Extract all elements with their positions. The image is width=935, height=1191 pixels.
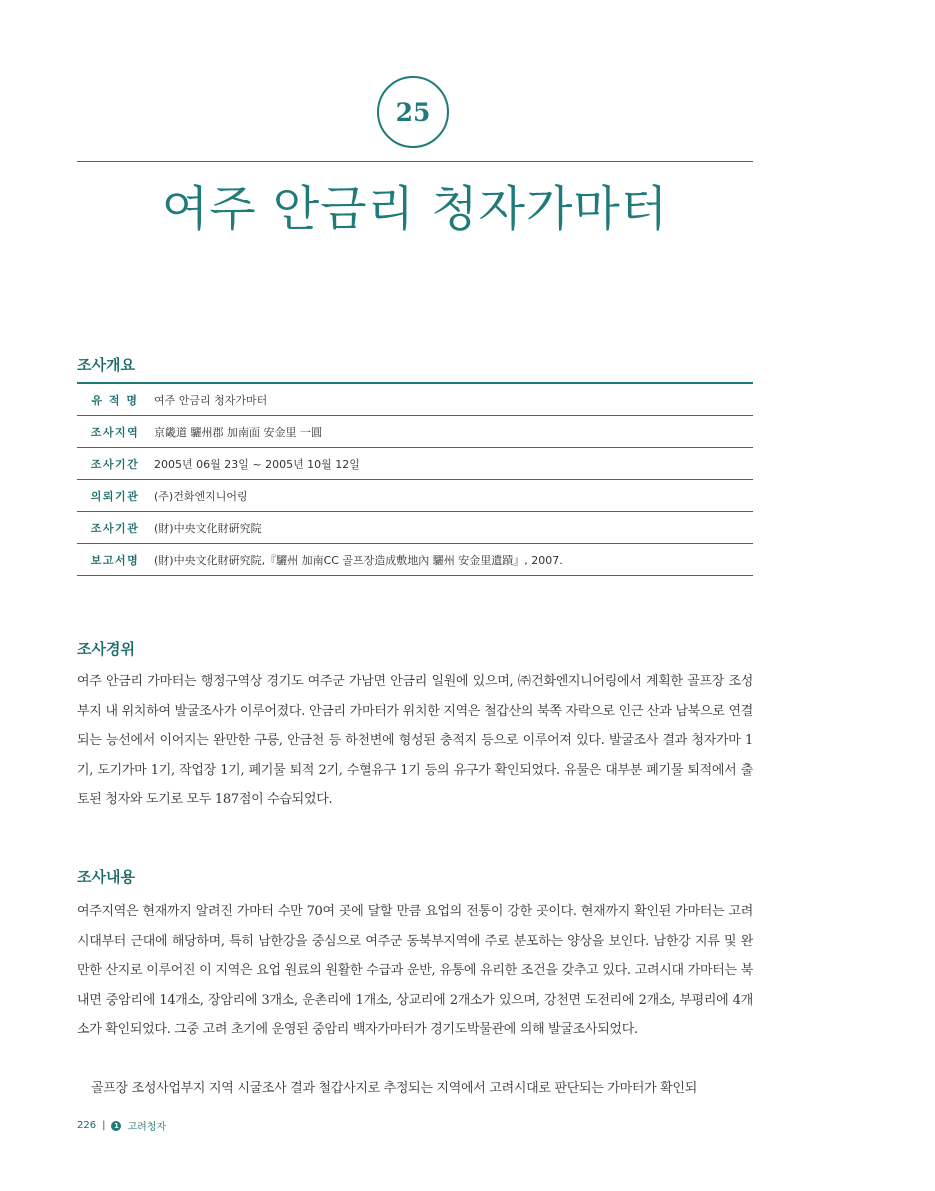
overview-label: 조사지역 [77, 416, 153, 448]
overview-heading: 조사개요 [77, 356, 135, 374]
content-paragraph-1: 여주지역은 현재까지 알려진 가마터 수만 70여 곳에 달할 만큼 요업의 전통이 강한 곳이다. 현재까지 확인된 가마터는 고려시대부터 근대에 해당하며, 특히 남한강을 중심으로 여주군 동북부지역에 주로 분포하는 양상을 보인다. 남한강 지류 및 완만한 산지로 이루어진 이 지역은 요업 원료의 원활한 수급과 운반, 유통에 유리한 조건을 갖추고 있다. 고려시대 가마터는 북내면 중암리에 14개소, 장암리에 3개소, 운촌리에 1개소, 상교리에 2개소가 있으며, 강천면 도전리에 2개소, 부평리에 4개소가 확인되었다. 그중 고려 초기에 운영된 중암리 백자가마터가 경기도박물관에 의해 발굴조사되었다. [77, 904, 753, 1037]
page-number: 226 [77, 1120, 97, 1131]
overview-label: 조사기관 [77, 512, 153, 544]
content-heading: 조사내용 [77, 868, 135, 886]
overview-label: 조사기간 [77, 448, 153, 480]
overview-value: (財)中央文化財硏究院 [153, 512, 753, 544]
overview-value: (財)中央文化財硏究院,『驪州 加南CC 골프장造成敷地內 驪州 安金里遺蹟』, 2007. [153, 544, 753, 576]
page-footer [77, 1118, 166, 1133]
overview-label: 유 적 명 [77, 383, 153, 416]
background-paragraph: 여주 안금리 가마터는 행정구역상 경기도 여주군 가남면 안금리 일원에 있으며, ㈜건화엔지니어링에서 계획한 골프장 조성부지 내 위치하여 발굴조사가 이루어졌다. 안금리 가마터가 위치한 지역은 철갑산의 북쪽 자락으로 인근 산과 남북으로 연결되는 능선에서 이어지는 완만한 구릉, 안금천 등 하천변에 형성된 충적지 등으로 이루어져 있다. 발굴조사 결과 청자가마 1기, 도기가마 1기, 작업장 1기, 폐기물 퇴적 2기, 수혈유구 1기 등의 유구가 확인되었다. 유물은 대부분 폐기물 퇴적에서 출토된 청자와 도기로 모두 187점이 수습되었다. [77, 674, 753, 807]
chapter-number-icon: 1 [111, 1121, 121, 1131]
page-title: 여주 안금리 청자가마터 [161, 181, 669, 237]
overview-row [77, 512, 753, 544]
content-paragraph-2: 골프장 조성사업부지 지역 시굴조사 결과 철갑사지로 추정되는 지역에서 고려시대로 판단되는 가마터가 확인되 [91, 1081, 698, 1096]
overview-value: 京畿道 驪州郡 加南面 安金里 一圓 [153, 416, 753, 448]
background-heading: 조사경위 [77, 640, 135, 658]
overview-row [77, 383, 753, 416]
title-divider [77, 161, 753, 162]
overview-label: 보고서명 [77, 544, 153, 576]
overview-value: 여주 안금리 청자가마터 [153, 383, 753, 416]
overview-table [77, 382, 753, 576]
entry-number-badge: 25 [377, 76, 449, 148]
chapter-name: 고려청자 [127, 1122, 167, 1133]
footer-separator: | [102, 1120, 106, 1131]
overview-value: 2005년 06월 23일 ~ 2005년 10월 12일 [153, 448, 753, 480]
overview-row [77, 480, 753, 512]
overview-row [77, 416, 753, 448]
overview-value: (주)건화엔지니어링 [153, 480, 753, 512]
overview-row [77, 544, 753, 576]
overview-row [77, 448, 753, 480]
overview-label: 의뢰기관 [77, 480, 153, 512]
